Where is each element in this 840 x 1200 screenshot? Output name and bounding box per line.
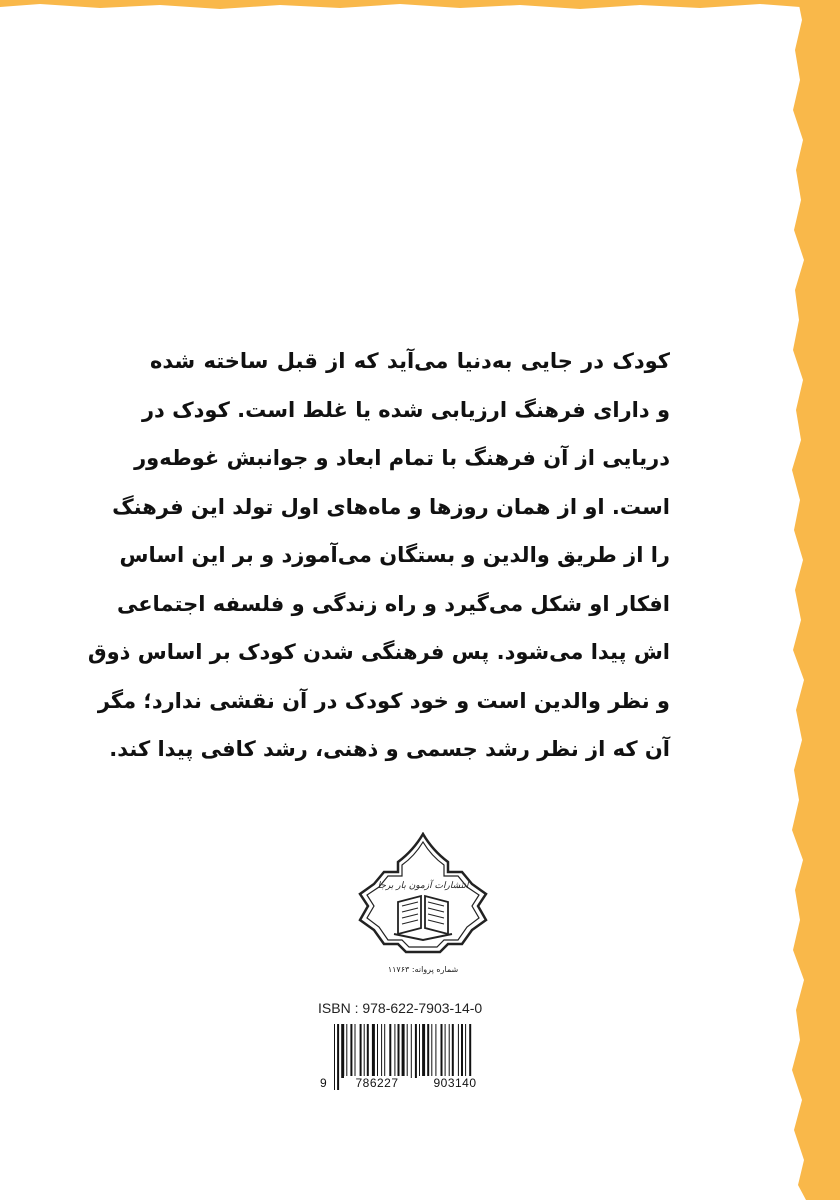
- barcode-bar: [441, 1024, 443, 1078]
- barcode-bar: [372, 1024, 375, 1078]
- publisher-logo: [358, 832, 488, 980]
- barcode-bar: [452, 1024, 454, 1078]
- barcode-bar: [384, 1024, 385, 1078]
- orange-frame-top: [0, 0, 840, 12]
- barcode-bar: [449, 1024, 450, 1078]
- barcode-bar: [360, 1024, 362, 1078]
- barcode-bar: [398, 1024, 400, 1078]
- barcode-bar: [334, 1024, 335, 1090]
- barcode-bar: [411, 1024, 412, 1078]
- logo-inner-frame: [367, 842, 479, 947]
- barcode-bar: [465, 1024, 466, 1078]
- blurb-line: اش پیدا می‌شود. پس فرهنگی شدن کودک بر اساس ذوق: [87, 640, 670, 664]
- barcode-bar: [469, 1024, 471, 1078]
- barcode-digits-right: 903140: [418, 1076, 492, 1090]
- barcode-bar: [377, 1024, 378, 1078]
- barcode-bar: [461, 1024, 463, 1078]
- barcode-bar: [355, 1024, 356, 1078]
- barcode-bar: [364, 1024, 365, 1078]
- back-cover-blurb: [87, 337, 670, 774]
- barcode-bar: [341, 1024, 344, 1078]
- barcode-bar: [394, 1024, 395, 1078]
- blurb-line: است. او از همان روزها و ماه‌های اول تولد این فرهنگ: [112, 494, 670, 519]
- barcode-bar: [415, 1024, 417, 1078]
- barcode-bar: [389, 1024, 391, 1078]
- logo-text: انتشارات آزمون بار برجا: [377, 881, 469, 891]
- orange-frame-right: [784, 0, 840, 1200]
- blurb-line: آن که از نظر رشد جسمی و ذهنی، رشد کافی پیدا کند.: [109, 737, 670, 761]
- barcode-digit-left: 9: [320, 1076, 327, 1090]
- barcode-bar: [367, 1024, 369, 1078]
- blurb-line: دریایی از آن فرهنگ با تمام ابعاد و جوانبش غوطه‌ور: [134, 446, 670, 470]
- barcode-bar: [431, 1024, 432, 1078]
- barcode-bar: [435, 1024, 436, 1078]
- barcode-bar: [419, 1024, 420, 1078]
- blurb-line: کودک در جایی به‌دنیا می‌آید که از قبل ساخته شده: [150, 349, 670, 373]
- barcode-bar: [337, 1024, 339, 1090]
- blurb-line: و دارای فرهنگ ارزیابی شده یا غلط است. کودک در: [141, 397, 670, 422]
- barcode-bar: [350, 1024, 352, 1078]
- blurb-line: افکار او شکل می‌گیرد و راه زندگی و فلسفه اجتماعی: [116, 591, 670, 616]
- barcode-digits-middle: 786227: [344, 1076, 410, 1090]
- blurb-line: و نظر والدین است و خود کودک در آن نقشی ندارد؛ مگر: [97, 688, 670, 713]
- isbn-label: ISBN : 978-622-7903-14-0: [318, 1000, 483, 1016]
- book-base: [394, 934, 452, 940]
- book-icon: [398, 896, 448, 934]
- logo-outer-frame: [360, 834, 486, 952]
- blurb-line: را از طریق والدین و بستگان می‌آموزد و بر این اساس: [119, 543, 670, 567]
- barcode-bar: [381, 1024, 382, 1078]
- barcode-bar: [427, 1024, 429, 1078]
- barcode-bar: [346, 1024, 347, 1078]
- license-number: شماره پروانه: ۱۱۷۶۳: [387, 965, 459, 974]
- barcode-bar: [445, 1024, 446, 1078]
- book-pages: [402, 902, 444, 924]
- barcode-bar: [422, 1024, 425, 1078]
- barcode-bar: [458, 1024, 459, 1078]
